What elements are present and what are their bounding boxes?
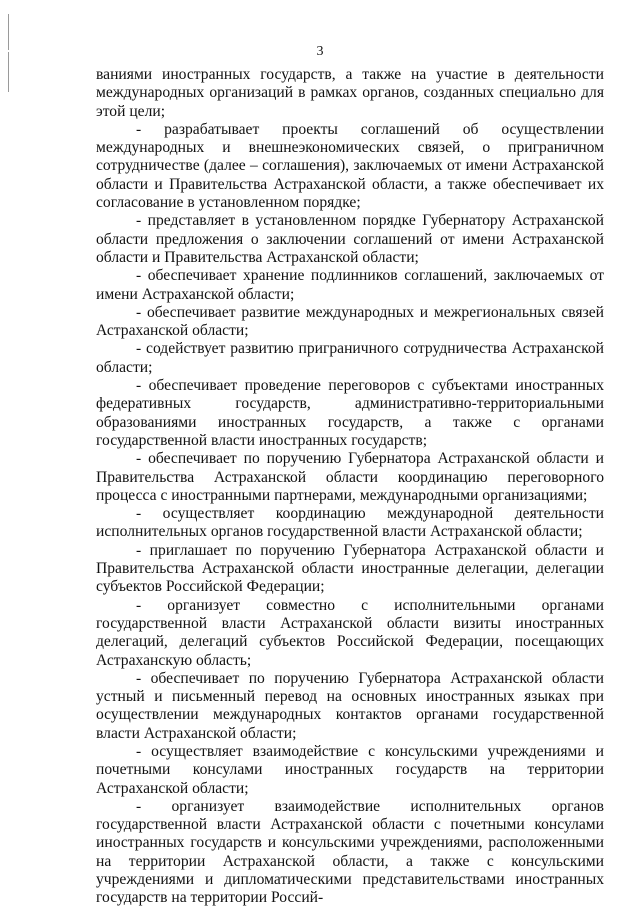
document-body xyxy=(96,66,604,908)
paragraph: - организует совместно с исполнительными органами государственной власти Астраханской области визиты иностранных делегаций, делегаций субъектов Российской Федерации, посещающих Астраханскую область; xyxy=(96,596,604,669)
paragraph: - осуществляет координацию международной деятельности исполнительных органов государственной власти Астраханской области; xyxy=(96,505,604,541)
paragraph: - приглашает по поручению Губернатора Астраханской области и Правительства Астраханской области иностранные делегации, делегации субъектов Российской Федерации; xyxy=(96,541,604,596)
paragraph: - обеспечивает проведение переговоров с субъектами иностранных федеративных государств, административно-территориальными образованиями иностранных государств, а также с органами государственной власти иностранных государств; xyxy=(96,377,604,449)
paragraph: - содействует развитию приграничного сотрудничества Астраханской области; xyxy=(96,340,604,376)
paragraph: - представляет в установленном порядке Губернатору Астраханской области предложения о заключении соглашений от имени Астраханской области и Правительства Астраханской области; xyxy=(96,212,604,266)
paragraph: - обеспечивает развитие международных и межрегиональных связей Астраханской области; xyxy=(96,303,604,340)
paragraph: - обеспечивает по поручению Губернатора Астраханской области устный и письменный перевод на основных иностранных языках при осуществлении международных контактов органами государственной власти Астраханской области; xyxy=(96,669,604,742)
paragraph: - разрабатывает проекты соглашений об осуществлении международных и внешнеэкономических связей, о приграничном сотрудничестве (далее – соглашения), заключаемых от имени Астраханской области и Правительства Астраханской области, а также обеспечивает их согласование в установленном порядке; xyxy=(96,120,604,212)
paragraph: - обеспечивает по поручению Губернатора Астраханской области и Правительства Астраханской области координацию переговорного процесса с иностранными партнерами, международными организациями; xyxy=(96,450,604,504)
paragraph-continuation: ваниями иностранных государств, а также на участие в деятельности международных организаций в рамках органов, созданных специально для этой цели; xyxy=(96,66,604,120)
page-number: 3 xyxy=(316,44,324,59)
paragraph: - обеспечивает хранение подлинников соглашений, заключаемых от имени Астраханской области; xyxy=(96,267,604,303)
paragraph: - осуществляет взаимодействие с консульскими учреждениями и почетными консулами иностранных государств на территории Астраханской области; xyxy=(96,742,604,797)
paragraph: - организует взаимодействие исполнительных органов государственной власти Астраханской области с почетными консулами иностранных государств и консульскими учреждениями, расположенными на территории Астраханской области, а также с консульскими учреждениями и дипломатическими представительствами иностранных государств на территории Россий- xyxy=(96,797,604,907)
